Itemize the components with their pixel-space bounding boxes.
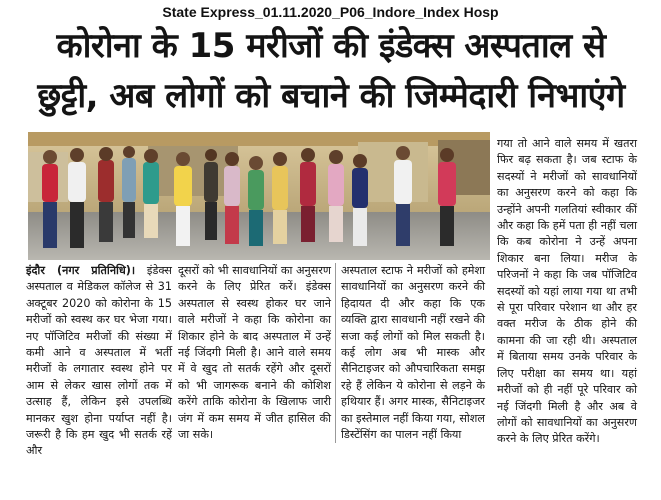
article-text-col4: गया तो आने वाले समय में खतरा फिर बढ़ सकता है। जब स्टाफ के सदस्यों ने मरीजों को सावधानियों का अनुसरण करने को कहा कि उन्होंने अपनी गलतियां स्वीकार कीं और कहा कि हमें पता ही नहीं चला कि कब कोरोना ने उन्हें अपना शिकार बना लिया। मरीज के परिजनों ने कहा कि जब पॉजिटिव सदस्यों को यहां लाया गया था तभी से पूरा परिवार परेशान था और हर वक्त मरीज के ठीक होने की कामना की जा रही थी। अस्पताल में बिताया समय उनके परिवार के लिए परीक्षा का समय था। यहां मरीजों को ही नहीं पूरे परिवार को नई जिंदगी मिली है और अब वे लोगों को सावधानियों का अनुसरण करने के लिए प्रेरित करेंगे। [497, 137, 637, 446]
article-column-1 [26, 263, 172, 460]
article-text-col2: दूसरों को भी सावधानियों का अनुसरण करने के लिए प्रेरित करें। इंडेक्स अस्पताल से स्वस्थ होकर घर जाने वाले मरीजों ने कहा कि कोरोना का शिकार होने के बाद अस्पताल में उन्हें नई जिंदगी मिली है। आने वाले समय में वे खुद तो सतर्क रहेंगे और दूसरों को भी जागरूक बनाने की कोशिश करेंगे ताकि कोरोना के खिलाफ जारी जंग में कम समय में जीत हासिल की जा सके। [178, 264, 331, 442]
group-photo [28, 132, 490, 260]
headline-line-2: छुट्टी, अब लोगों को बचाने की जिम्मेदारी निभाएंगे [37, 76, 625, 116]
group-photo-icon [28, 132, 490, 260]
article-column-3 [341, 263, 485, 443]
article-text-col1: इंडेक्स अस्पताल व मेडिकल कॉलेज से 31 अक्टूबर 2020 को कोरोना के 15 मरीजों को स्वस्थ कर घर भेजा गया। नए पॉजिटिव मरीजों की संख्या में कमी आने व अस्पताल में भर्ती मरीजों के लगातार स्वस्थ होने पर आम से लेकर खास लोगों तक में उत्साह हैं, लेकिन इसे उपलब्धि मानकर खुश होना पर्याप्त नहीं है। जरूरी है कि हम खुद भी सतर्क रहें और [26, 264, 172, 458]
headline-line-1: कोरोना के 15 मरीजों की इंडेक्स अस्पताल से [56, 26, 606, 66]
dateline: इंदौर (नगर प्रतिनिधि)। [26, 264, 136, 277]
article-text-col3: अस्पताल स्टाफ ने मरीजों को हमेशा सावधानियों का अनुसरण करने की हिदायत दी और कहा कि एक व्यक्ति द्वारा सावधानी नहीं रखने की सजा कई लोगों को मिल सकती है। कई लोग अब भी मास्क और सैनिटाइजर को औपचारिकता समझ रहे हैं लेकिन ये कोरोना से लड़ने के हथियार हैं। अगर मास्क, सैनिटाइजर का इस्तेमाल नहीं किया गया, सोशल डिस्टेंसिंग का पालन नहीं किया [341, 264, 485, 442]
article-column-4 [497, 136, 637, 448]
article-column-2 [178, 263, 336, 443]
clipping-label: State Express_01.11.2020_P06_Indore_Index Hosp [162, 4, 499, 20]
